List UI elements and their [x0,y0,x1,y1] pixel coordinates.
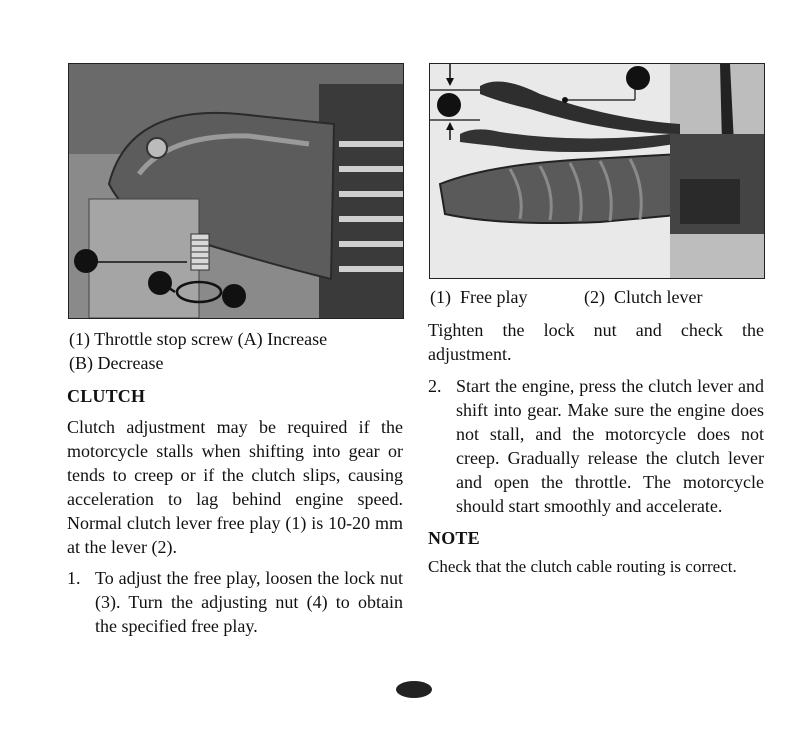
callout-marker-a [148,271,172,295]
page-number-oval [396,681,432,698]
note-text: Check that the clutch cable routing is correct. [428,557,737,576]
clutch-lever-photo [429,63,765,279]
throttle-stop-screw-photo [68,63,404,319]
right-caption-clutch-lever: (2) Clutch lever [584,287,703,307]
step-1 [67,566,403,638]
callout-marker-clutch-lever [626,66,650,90]
engine-illustration [69,64,403,318]
step-2-text: Start the engine, press the clutch lever and shift into gear. Make sure the engine does not stall, and the motorcycle does not creep. Gradually release the clutch lever and open the throttle. The motorcycle should start smoothly and accelerate. [456,376,764,516]
step-2 [428,374,764,518]
step-1-number: 1. [67,568,81,588]
note-heading: NOTE [428,528,480,548]
left-figure-caption [69,327,404,375]
clutch-heading: CLUTCH [67,386,146,406]
right-figure-caption [430,285,764,309]
step-2-number: 2. [428,376,442,396]
left-text-column [67,386,403,638]
tighten-lock-nut-text: Tighten the lock nut and check the adjustment. [428,320,764,364]
callout-marker-1 [74,249,98,273]
clutch-lever-illustration [430,64,764,278]
left-caption-line-2: (B) Decrease [69,353,164,373]
callout-marker-b [222,284,246,308]
step-1-text: To adjust the free play, loosen the lock nut (3). Turn the adjusting nut (4) to obtain the specified free play. [95,568,403,636]
left-caption-line-1: (1) Throttle stop screw (A) Increase [69,329,328,349]
right-caption-free-play: (1) Free play [430,287,528,307]
clutch-intro: Clutch adjustment may be required if the motorcycle stalls when shifting into gear or tends to creep or if the clutch slips, causing acceleration to lag behind engine speed. Normal clutch lever free play (1) is 10-20 mm at the lever (2). [67,417,403,557]
callout-marker-free-play [437,93,461,117]
right-text-column [428,318,764,579]
